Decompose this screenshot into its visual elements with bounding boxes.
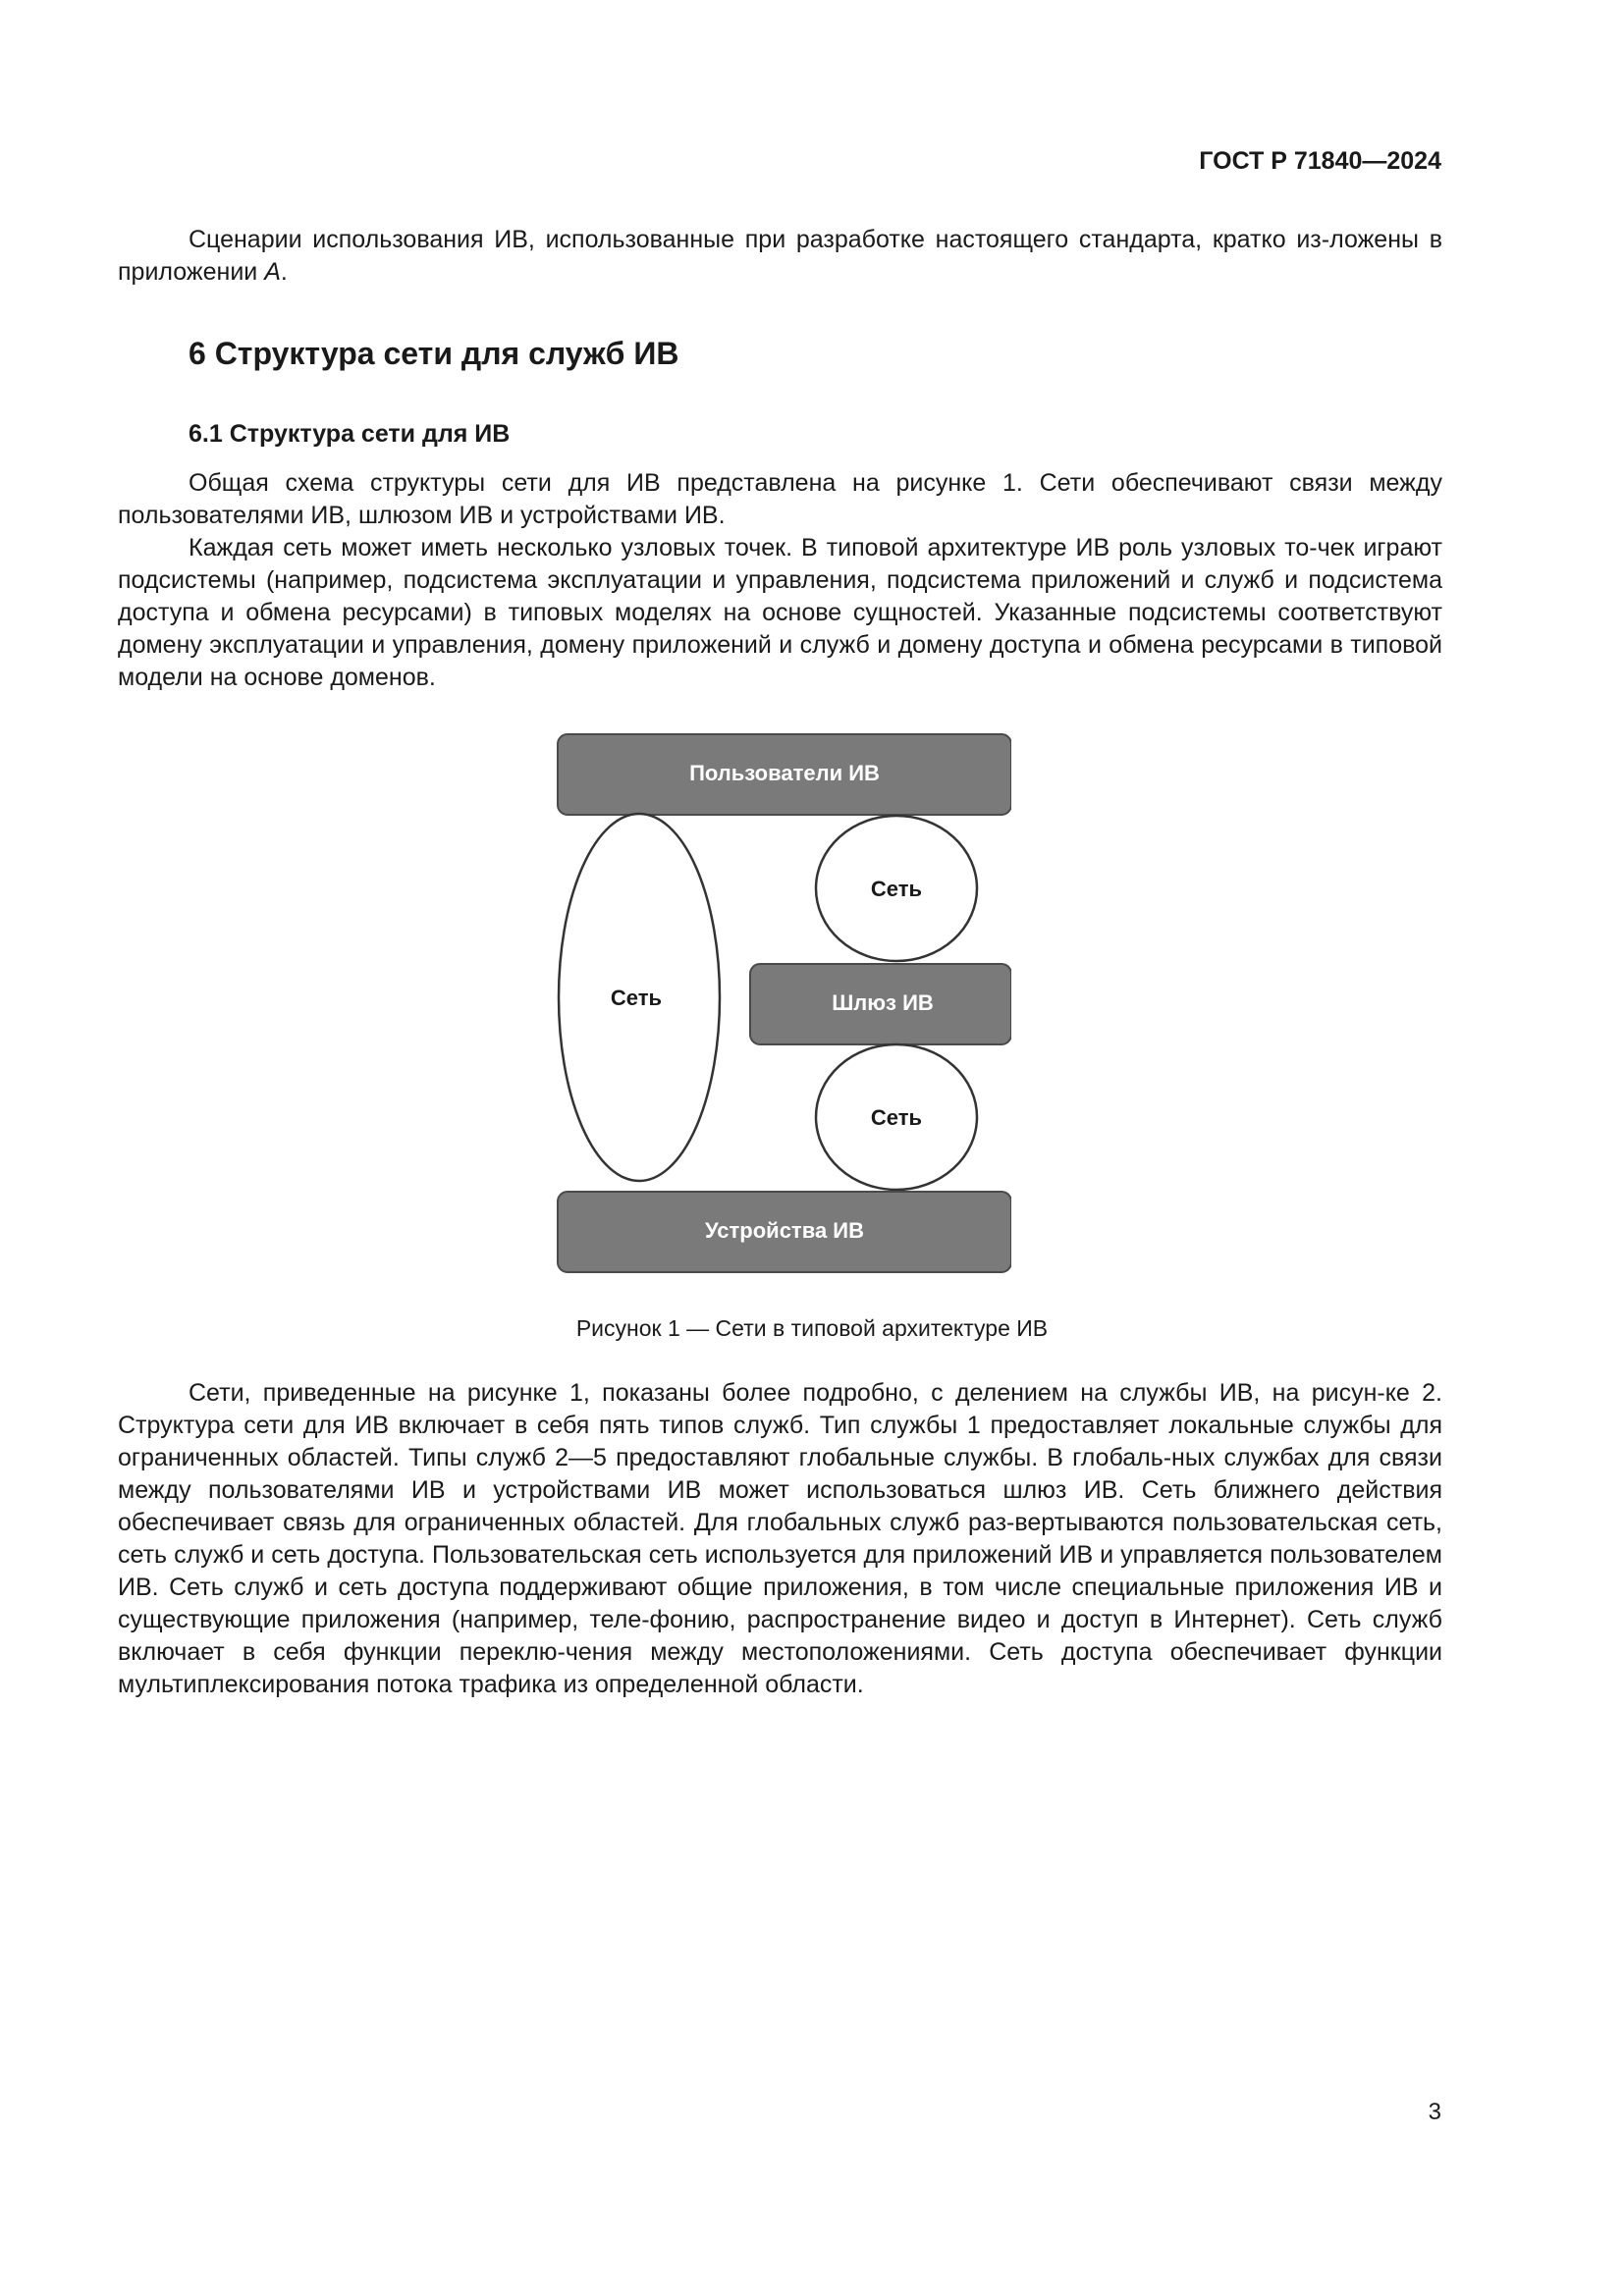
page-number: 3 xyxy=(1428,2099,1441,2125)
intro-text: Сценарии использования ИВ, использованные при разработке настоящего стандарта, кратко из-ложены в приложении xyxy=(118,226,1442,286)
paragraph-3: Сети, приведенные на рисунке 1, показаны более подробно, с делением на службы ИВ, на рисун-ке 2. Структура сети для ИВ включает в себя пять типов служб. Тип службы 1 предоставляет локальные службы для ограниченных областей. Типы служб 2—5 предоставляют глобальные службы. В глобаль-ных службах для связи между пользователями ИВ и устройствами ИВ может использоваться шлюз ИВ. Сеть ближнего действия обеспечивает связь для ограниченных областей. Для глобальных служб раз-вертываются пользовательская сеть, сеть служб и сеть доступа. Пользовательская сеть используется для приложений ИВ и управляется пользователем ИВ. Сеть служб и сеть доступа поддерживают общие приложения, в том числе специальные приложения ИВ и существующие приложения (например, теле-фонию, распространение видео и доступ в Интернет). Сеть служб включает в себя функции переклю-чения между местоположениями. Сеть доступа обеспечивает функции мультиплексирования потока трафика из определенной области. xyxy=(118,1379,1442,1698)
subsection-title: 6.1 Структура сети для ИВ xyxy=(189,420,511,448)
users-label: Пользователи ИВ xyxy=(689,760,880,785)
paragraph-2: Каждая сеть может иметь несколько узловых точек. В типовой архитектуре ИВ роль узловых то-чек играют подсистемы (например, подсистема эксплуатации и управления, подсистема приложений и служб и подсистема доступа и обмена ресурсами) в типовых моделях на основе сущностей. Указанные подсистемы соответствуют домену эксплуатации и управления, домену приложений и служб и домену доступа и обмена ресурсами в типовой модели на основе доменов. xyxy=(118,534,1442,691)
intro-paragraph xyxy=(118,224,1442,289)
appendix-ref: А xyxy=(264,258,281,286)
paragraph-1: Общая схема структуры сети для ИВ представлена на рисунке 1. Сети обеспечивают связи между пользователями ИВ, шлюзом ИВ и устройствами ИВ. xyxy=(118,469,1442,529)
section-body xyxy=(118,467,1442,694)
document-header: ГОСТ Р 71840—2024 xyxy=(1199,147,1441,175)
intro-block xyxy=(118,224,1442,289)
network-top-label: Сеть xyxy=(870,876,923,901)
devices-label: Устройства ИВ xyxy=(704,1217,865,1243)
figure-caption: Рисунок 1 — Сети в типовой архитектуре ИВ xyxy=(575,1315,1049,1341)
section-title: 6 Структура сети для служб ИВ xyxy=(189,336,679,371)
network-diagram xyxy=(550,726,1011,1276)
gateway-label: Шлюз ИВ xyxy=(832,989,934,1015)
after-figure-body xyxy=(118,1377,1442,1701)
network-bottom-label: Сеть xyxy=(870,1104,923,1130)
figure-1 xyxy=(550,726,1011,1276)
network-left-label: Сеть xyxy=(610,985,663,1010)
intro-text-end: . xyxy=(280,258,288,286)
